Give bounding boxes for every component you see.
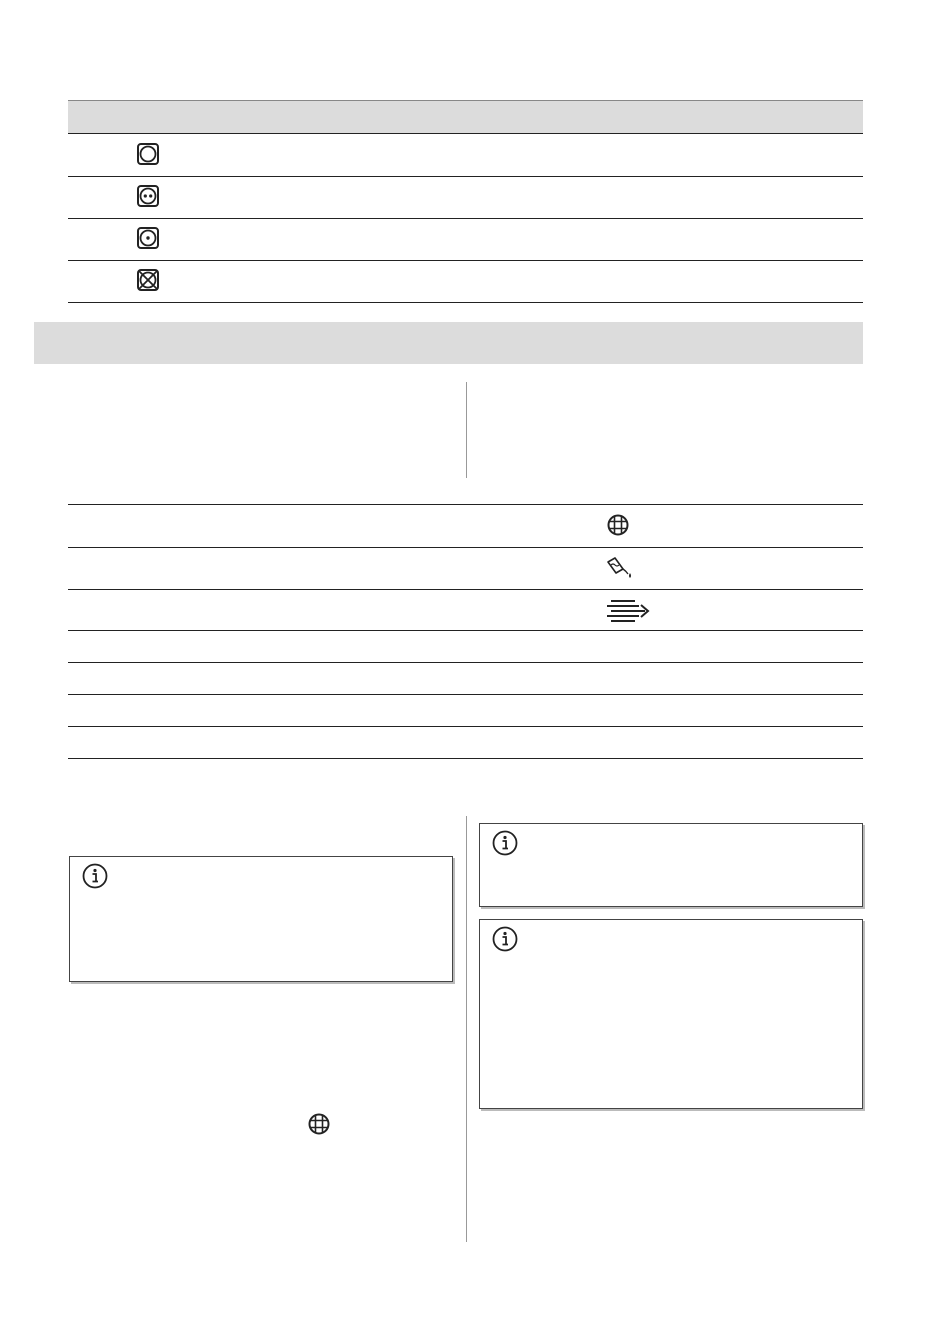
info-icon — [492, 830, 518, 856]
info-box — [479, 919, 863, 1109]
tumble-dry-high-heat-icon — [136, 184, 160, 208]
options-row-divider — [68, 694, 863, 695]
wool-globe-icon — [307, 1112, 331, 1136]
options-table-top-rule — [68, 504, 863, 505]
table-bottom-rule — [68, 302, 863, 303]
info-icon — [82, 863, 108, 889]
options-row-divider — [68, 547, 863, 548]
options-row-divider — [68, 726, 863, 727]
options-row-divider — [68, 662, 863, 663]
info-box — [69, 856, 453, 982]
column-divider — [466, 816, 467, 1242]
table-row-divider — [68, 260, 863, 261]
wool-globe-icon — [606, 513, 630, 537]
info-icon — [492, 926, 518, 952]
table-row-divider — [68, 176, 863, 177]
care-table-header — [68, 100, 863, 134]
pour-detergent-icon — [605, 556, 635, 582]
fast-lines-arrow-icon — [605, 598, 651, 624]
tumble-dry-low-heat-icon — [136, 226, 160, 250]
table-row-divider — [68, 218, 863, 219]
do-not-tumble-dry-icon — [136, 268, 160, 292]
options-row-divider — [68, 589, 863, 590]
options-row-divider — [68, 630, 863, 631]
column-divider — [466, 382, 467, 478]
options-table-bottom-rule — [68, 758, 863, 759]
tumble-dry-circle-icon — [136, 142, 160, 166]
info-box — [479, 823, 863, 907]
section-banner — [34, 322, 863, 364]
